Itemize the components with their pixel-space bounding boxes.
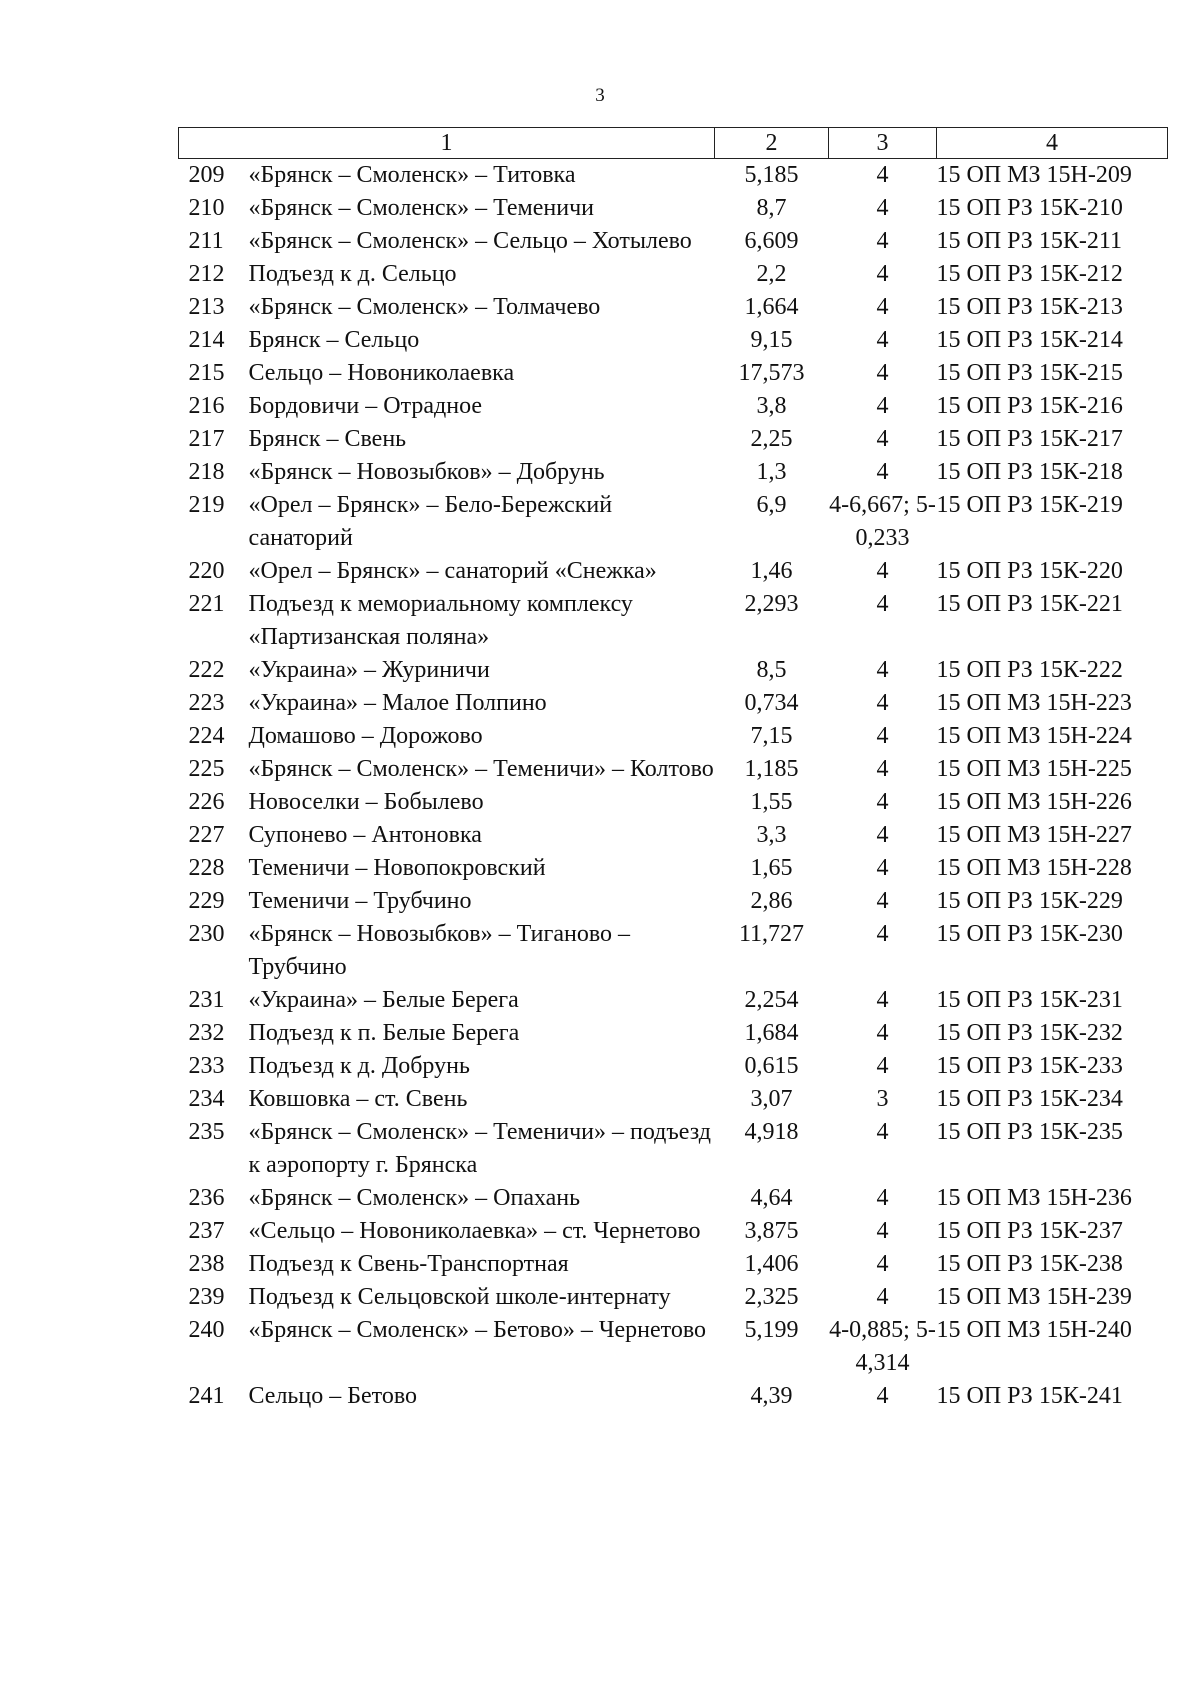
road-length: 5,199	[744, 1317, 799, 1343]
road-name: Подъезд к д. Добрунь	[248, 1053, 470, 1079]
road-category: 4	[876, 657, 889, 683]
page-number: 3	[595, 85, 605, 106]
road-name: «Брянск – Новозыбков» – Тиганово – Трубчино	[248, 921, 630, 980]
row-number: 219	[188, 492, 225, 518]
road-length: 3,875	[744, 1218, 799, 1244]
road-length: 1,55	[750, 789, 793, 815]
road-name-cell	[179, 984, 715, 1017]
road-length: 1,406	[744, 1251, 799, 1277]
road-name-wrap	[179, 852, 715, 885]
road-id: 15 ОП РЗ 15К-213	[936, 294, 1123, 320]
road-category: 3	[876, 1086, 889, 1112]
road-name: «Украина» – Малое Полпино	[248, 690, 547, 716]
table-row	[179, 324, 1168, 357]
road-id: 15 ОП РЗ 15К-221	[936, 591, 1123, 617]
road-name: «Брянск – Смоленск» – Теменичи	[248, 195, 594, 221]
table-row	[179, 159, 1168, 193]
road-name-wrap	[179, 1380, 715, 1413]
road-name-wrap	[179, 1281, 715, 1314]
road-name-cell	[179, 1314, 715, 1380]
road-name: «Орел – Брянск» – санаторий «Снежка»	[248, 558, 657, 584]
road-name-wrap	[179, 423, 715, 456]
road-category: 4	[876, 261, 889, 287]
road-name: Ковшовка – ст. Свень	[248, 1086, 468, 1112]
table-row	[179, 390, 1168, 423]
table-row	[179, 1017, 1168, 1050]
road-length: 4,64	[750, 1185, 793, 1211]
header-col-3: 3	[829, 128, 937, 159]
road-category: 4	[876, 1218, 889, 1244]
road-id: 15 ОП РЗ 15К-216	[936, 393, 1123, 419]
table-row	[179, 1116, 1168, 1182]
road-category: 4	[876, 822, 889, 848]
table-row	[179, 555, 1168, 588]
road-length: 1,684	[744, 1020, 799, 1046]
road-name: «Брянск – Смоленск» – Титовка	[248, 162, 576, 188]
road-id: 15 ОП РЗ 15К-219	[936, 492, 1123, 518]
table-row	[179, 1050, 1168, 1083]
header-col-4: 4	[937, 128, 1168, 159]
table-row	[179, 588, 1168, 654]
road-id: 15 ОП РЗ 15К-238	[936, 1251, 1123, 1277]
table-row	[179, 357, 1168, 390]
road-name-cell	[179, 159, 715, 193]
row-number: 224	[188, 723, 225, 749]
road-id: 15 ОП МЗ 15Н-239	[936, 1284, 1132, 1310]
table-row	[179, 456, 1168, 489]
table-row	[179, 291, 1168, 324]
road-name: Подъезд к Сельцовской школе-интернату	[248, 1284, 671, 1310]
table-row	[179, 984, 1168, 1017]
road-id: 15 ОП РЗ 15К-217	[936, 426, 1123, 452]
road-name-wrap	[179, 1083, 715, 1116]
road-name-wrap	[179, 1017, 715, 1050]
table-row	[179, 1281, 1168, 1314]
road-length: 1,664	[744, 294, 799, 320]
row-number: 214	[188, 327, 225, 353]
road-category: 4-6,667; 5-0,233	[829, 492, 936, 551]
road-length: 9,15	[750, 327, 793, 353]
table-row	[179, 654, 1168, 687]
row-number: 209	[188, 162, 225, 188]
road-name-wrap	[179, 555, 715, 588]
road-name-wrap	[179, 1215, 715, 1248]
road-length: 1,46	[750, 558, 793, 584]
road-name-wrap	[179, 654, 715, 687]
row-number: 210	[188, 195, 225, 221]
road-length: 4,39	[750, 1383, 793, 1409]
table-row	[179, 1314, 1168, 1380]
road-category: 4	[876, 1053, 889, 1079]
header-col-2: 2	[715, 128, 829, 159]
road-name-wrap	[179, 390, 715, 423]
road-name-cell	[179, 390, 715, 423]
road-name-wrap	[179, 720, 715, 753]
table-header	[179, 128, 1168, 159]
road-id: 15 ОП РЗ 15К-212	[936, 261, 1123, 287]
road-id: 15 ОП РЗ 15К-229	[936, 888, 1123, 914]
road-id: 15 ОП МЗ 15Н-228	[936, 855, 1132, 881]
road-category: 4	[876, 987, 889, 1013]
row-number: 231	[188, 987, 225, 1013]
row-number: 241	[188, 1383, 225, 1409]
road-category: 4	[876, 1284, 889, 1310]
road-name-wrap	[179, 258, 715, 291]
road-name-wrap	[179, 159, 715, 192]
road-name: «Брянск – Смоленск» – Теменичи» – Колтово	[248, 756, 714, 782]
road-name-cell	[179, 1380, 715, 1413]
road-category: 4	[876, 789, 889, 815]
road-name: Брянск – Свень	[248, 426, 407, 452]
road-length: 6,9	[756, 492, 787, 518]
road-name: «Украина» – Журиничи	[248, 657, 490, 683]
road-id: 15 ОП МЗ 15Н-209	[936, 162, 1132, 188]
table-row	[179, 225, 1168, 258]
table-row	[179, 489, 1168, 555]
road-category: 4-0,885; 5-4,314	[829, 1317, 936, 1376]
road-name: Подъезд к мемориальному комплексу «Партизанская поляна»	[248, 591, 633, 650]
road-id: 15 ОП РЗ 15К-214	[936, 327, 1123, 353]
road-name-wrap	[179, 1248, 715, 1281]
road-length: 3,07	[750, 1086, 793, 1112]
road-id: 15 ОП РЗ 15К-232	[936, 1020, 1123, 1046]
row-number: 240	[188, 1317, 225, 1343]
road-name: Подъезд к д. Сельцо	[248, 261, 457, 287]
road-category: 4	[876, 228, 889, 254]
road-name-wrap	[179, 357, 715, 390]
road-name-cell	[179, 1281, 715, 1314]
road-length: 1,65	[750, 855, 793, 881]
row-number: 230	[188, 921, 225, 947]
road-category: 4	[876, 756, 889, 782]
road-name: Брянск – Сельцо	[248, 327, 420, 353]
road-name-cell	[179, 291, 715, 324]
row-number: 233	[188, 1053, 225, 1079]
road-category: 4	[876, 393, 889, 419]
row-number: 225	[188, 756, 225, 782]
road-name: «Брянск – Смоленск» – Сельцо – Хотылево	[248, 228, 692, 254]
row-number: 221	[188, 591, 225, 617]
roads-table	[178, 127, 1168, 1413]
road-id: 15 ОП МЗ 15Н-227	[936, 822, 1132, 848]
road-length: 2,2	[756, 261, 787, 287]
road-length: 2,325	[744, 1284, 799, 1310]
road-name-cell	[179, 225, 715, 258]
road-id: 15 ОП РЗ 15К-215	[936, 360, 1123, 386]
road-length: 2,25	[750, 426, 793, 452]
road-length: 11,727	[738, 921, 805, 947]
road-name-cell	[179, 555, 715, 588]
road-name-wrap	[179, 918, 715, 984]
road-category: 4	[876, 888, 889, 914]
road-category: 4	[876, 921, 889, 947]
road-category: 4	[876, 162, 889, 188]
road-name-cell	[179, 687, 715, 720]
table-row	[179, 258, 1168, 291]
road-name-wrap	[179, 324, 715, 357]
road-name-wrap	[179, 489, 715, 555]
road-name: Подъезд к п. Белые Берега	[248, 1020, 520, 1046]
road-id: 15 ОП РЗ 15К-241	[936, 1383, 1123, 1409]
road-length: 4,918	[744, 1119, 799, 1145]
road-category: 4	[876, 1251, 889, 1277]
row-number: 236	[188, 1185, 225, 1211]
road-category: 4	[876, 1020, 889, 1046]
row-number: 220	[188, 558, 225, 584]
road-id: 15 ОП МЗ 15Н-240	[936, 1317, 1132, 1343]
table-row	[179, 852, 1168, 885]
road-name-cell	[179, 1050, 715, 1083]
row-number: 213	[188, 294, 225, 320]
road-name-cell	[179, 1083, 715, 1116]
table-row	[179, 423, 1168, 456]
road-name-wrap	[179, 225, 715, 258]
road-name-cell	[179, 786, 715, 819]
road-length: 8,7	[756, 195, 787, 221]
road-id: 15 ОП РЗ 15К-230	[936, 921, 1123, 947]
row-number: 228	[188, 855, 225, 881]
row-number: 229	[188, 888, 225, 914]
road-name-cell	[179, 588, 715, 654]
road-length: 6,609	[744, 228, 799, 254]
road-name-wrap	[179, 1116, 715, 1182]
row-number: 216	[188, 393, 225, 419]
road-name: «Брянск – Смоленск» – Теменичи» – подъезд к аэропорту г. Брянска	[248, 1119, 711, 1178]
road-name-cell	[179, 324, 715, 357]
road-id: 15 ОП РЗ 15К-211	[936, 228, 1122, 254]
road-id: 15 ОП МЗ 15Н-236	[936, 1185, 1132, 1211]
road-name: Бордовичи – Отрадное	[248, 393, 483, 419]
road-category: 4	[876, 558, 889, 584]
row-number: 239	[188, 1284, 225, 1310]
road-length: 8,5	[756, 657, 787, 683]
table-row	[179, 1380, 1168, 1413]
road-length: 2,293	[744, 591, 799, 617]
road-category: 4	[876, 1119, 889, 1145]
road-length: 0,615	[744, 1053, 799, 1079]
road-name: «Брянск – Смоленск» – Бетово» – Чернетово	[248, 1317, 706, 1343]
road-id: 15 ОП МЗ 15Н-225	[936, 756, 1132, 782]
road-name-cell	[179, 1116, 715, 1182]
road-name-wrap	[179, 819, 715, 852]
road-name: Подъезд к Свень-Транспортная	[248, 1251, 569, 1277]
road-name: Домашово – Дорожово	[248, 723, 483, 749]
road-name-wrap	[179, 753, 715, 786]
road-id: 15 ОП РЗ 15К-231	[936, 987, 1123, 1013]
road-id: 15 ОП РЗ 15К-235	[936, 1119, 1123, 1145]
table-row	[179, 687, 1168, 720]
table-row	[179, 885, 1168, 918]
road-name-cell	[179, 1017, 715, 1050]
road-name-cell	[179, 357, 715, 390]
road-category: 4	[876, 1185, 889, 1211]
row-number: 226	[188, 789, 225, 815]
road-name-cell	[179, 258, 715, 291]
row-number: 222	[188, 657, 225, 683]
road-length: 1,3	[756, 459, 787, 485]
road-name-wrap	[179, 192, 715, 225]
header-row	[179, 128, 1168, 159]
row-number: 211	[188, 228, 224, 254]
table-body	[179, 159, 1168, 1414]
road-name: Сельцо – Новониколаевка	[248, 360, 515, 386]
road-name-wrap	[179, 984, 715, 1017]
road-id: 15 ОП РЗ 15К-210	[936, 195, 1123, 221]
road-length: 2,254	[744, 987, 799, 1013]
table-row	[179, 918, 1168, 984]
road-name: «Украина» – Белые Берега	[248, 987, 519, 1013]
row-number: 215	[188, 360, 225, 386]
table-row	[179, 720, 1168, 753]
road-name: Теменичи – Новопокровский	[248, 855, 546, 881]
road-length: 3,8	[756, 393, 787, 419]
road-name-cell	[179, 1215, 715, 1248]
road-id: 15 ОП МЗ 15Н-223	[936, 690, 1132, 716]
road-name: «Орел – Брянск» – Бело-Бережский санаторий	[248, 492, 613, 551]
road-name-cell	[179, 192, 715, 225]
road-name-cell	[179, 852, 715, 885]
road-name-wrap	[179, 1314, 715, 1347]
row-number: 217	[188, 426, 225, 452]
row-number: 227	[188, 822, 225, 848]
road-category: 4	[876, 294, 889, 320]
road-category: 4	[876, 591, 889, 617]
road-category: 4	[876, 195, 889, 221]
road-name-cell	[179, 753, 715, 786]
road-name: «Брянск – Новозыбков» – Добрунь	[248, 459, 605, 485]
header-col-1: 1	[179, 128, 715, 159]
road-name-cell	[179, 1182, 715, 1215]
road-name-cell	[179, 1248, 715, 1281]
road-name-cell	[179, 885, 715, 918]
table-row	[179, 1083, 1168, 1116]
road-name: «Брянск – Смоленск» – Толмачево	[248, 294, 601, 320]
table-row	[179, 1182, 1168, 1215]
road-category: 4	[876, 690, 889, 716]
road-id: 15 ОП МЗ 15Н-224	[936, 723, 1132, 749]
table-row	[179, 1248, 1168, 1281]
road-name-cell	[179, 918, 715, 984]
road-id: 15 ОП РЗ 15К-234	[936, 1086, 1123, 1112]
row-number: 218	[188, 459, 225, 485]
road-name: Сельцо – Бетово	[248, 1383, 417, 1409]
road-name-cell	[179, 819, 715, 852]
road-name: Теменичи – Трубчино	[248, 888, 472, 914]
road-name-wrap	[179, 291, 715, 324]
table-row	[179, 192, 1168, 225]
row-number: 212	[188, 261, 225, 287]
road-length: 2,86	[750, 888, 793, 914]
road-length: 0,734	[744, 690, 799, 716]
road-category: 4	[876, 426, 889, 452]
road-name-wrap	[179, 1182, 715, 1215]
road-name-cell	[179, 456, 715, 489]
road-name: Супонево – Антоновка	[248, 822, 482, 848]
road-length: 5,185	[744, 162, 799, 188]
road-id: 15 ОП РЗ 15К-218	[936, 459, 1123, 485]
road-name: «Брянск – Смоленск» – Опахань	[248, 1185, 581, 1211]
road-id: 15 ОП РЗ 15К-233	[936, 1053, 1123, 1079]
road-id: 15 ОП МЗ 15Н-226	[936, 789, 1132, 815]
road-id: 15 ОП РЗ 15К-220	[936, 558, 1123, 584]
row-number: 234	[188, 1086, 225, 1112]
road-length: 1,185	[744, 756, 799, 782]
row-number: 232	[188, 1020, 225, 1046]
road-category: 4	[876, 459, 889, 485]
road-category: 4	[876, 360, 889, 386]
row-number: 238	[188, 1251, 225, 1277]
road-id: 15 ОП РЗ 15К-222	[936, 657, 1123, 683]
table-row	[179, 786, 1168, 819]
road-name: Новоселки – Бобылево	[248, 789, 484, 815]
road-name-wrap	[179, 786, 715, 819]
table-row	[179, 819, 1168, 852]
table-row	[179, 753, 1168, 786]
road-name-cell	[179, 423, 715, 456]
road-name-cell	[179, 489, 715, 555]
road-name-wrap	[179, 687, 715, 720]
road-length: 7,15	[750, 723, 793, 749]
table-row	[179, 1215, 1168, 1248]
row-number: 235	[188, 1119, 225, 1145]
road-category: 4	[876, 723, 889, 749]
road-category: 4	[876, 855, 889, 881]
road-name-wrap	[179, 1050, 715, 1083]
row-number: 223	[188, 690, 225, 716]
road-category: 4	[876, 1383, 889, 1409]
road-name-cell	[179, 720, 715, 753]
road-name-wrap	[179, 456, 715, 489]
road-id: 15 ОП РЗ 15К-237	[936, 1218, 1123, 1244]
road-length: 3,3	[756, 822, 787, 848]
road-length: 17,573	[738, 360, 805, 386]
road-name-cell	[179, 654, 715, 687]
road-name: «Сельцо – Новониколаевка» – ст. Чернетово	[248, 1218, 701, 1244]
row-number: 237	[188, 1218, 225, 1244]
road-name-wrap	[179, 588, 715, 654]
road-name-wrap	[179, 885, 715, 918]
road-category: 4	[876, 327, 889, 353]
